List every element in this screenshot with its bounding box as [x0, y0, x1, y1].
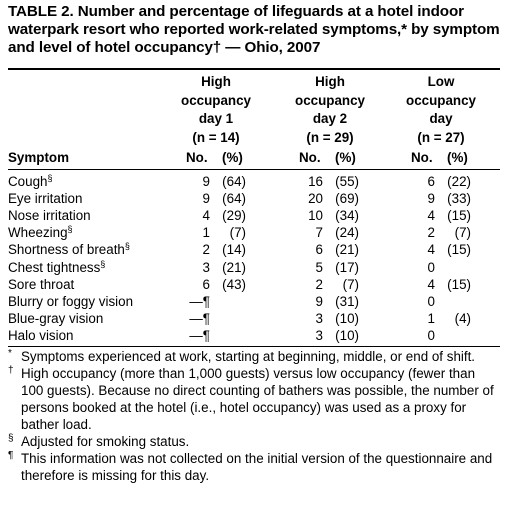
- count-cell: 4: [427, 242, 435, 258]
- percent-cell: (10): [335, 310, 359, 326]
- symptom-label: [8, 327, 74, 345]
- symptom-header: Symptom: [8, 150, 70, 165]
- symptom-label: [8, 224, 73, 242]
- percent-cell: (33): [447, 191, 471, 207]
- symptom-text: Sore throat: [8, 276, 75, 292]
- percent-cell: (24): [335, 225, 359, 241]
- percent-cell: (4): [454, 310, 471, 326]
- column-header-line: Low: [427, 74, 455, 89]
- symptom-label: [8, 207, 91, 225]
- count-cell: 4: [202, 208, 210, 224]
- footnote-mark: §: [8, 433, 14, 444]
- symptom-label: [8, 190, 82, 208]
- count-cell: 2: [427, 225, 435, 241]
- footnote-mark: §: [124, 241, 130, 252]
- column-header-line: occupancy: [406, 92, 476, 108]
- count-cell: 4: [427, 276, 435, 292]
- symptom-text: Eye irritation: [8, 191, 83, 207]
- count-cell: —¶: [189, 327, 210, 343]
- percent-cell: (31): [335, 293, 359, 309]
- footnote-mark: §: [47, 173, 53, 183]
- pct-header-2: (%): [335, 150, 356, 165]
- count-cell: 6: [315, 242, 323, 258]
- column-header-line: High: [201, 74, 231, 89]
- footnote: [8, 348, 500, 365]
- count-cell: 2: [202, 242, 210, 258]
- count-cell: 9: [202, 174, 210, 189]
- count-cell: 20: [308, 191, 323, 207]
- table-row: [0, 259, 510, 277]
- column-header-line: High: [315, 74, 345, 89]
- symptom-label: [8, 259, 105, 277]
- column-header-line: occupancy: [181, 92, 251, 108]
- symptom-text: Halo vision: [8, 327, 74, 343]
- percent-cell: (21): [222, 259, 246, 275]
- count-cell: 10: [308, 208, 323, 224]
- percent-cell: (29): [222, 208, 246, 224]
- count-cell: 3: [315, 327, 323, 343]
- symptom-label: [8, 173, 52, 191]
- percent-cell: (69): [335, 191, 359, 207]
- column-header-high-day-1: [166, 73, 266, 147]
- no-header-1: No.: [186, 150, 208, 165]
- pct-header-1: (%): [222, 150, 243, 165]
- symptom-text: Shortness of breath: [8, 242, 125, 258]
- percent-cell: (21): [335, 242, 359, 258]
- column-header-line: (n = 29): [306, 129, 354, 145]
- symptom-text: Blurry or foggy vision: [8, 293, 134, 309]
- count-cell: 9: [202, 191, 210, 207]
- column-header-line: occupancy: [295, 92, 365, 108]
- column-header-low-day: [391, 73, 491, 147]
- column-header-line: day 1: [198, 111, 234, 126]
- count-cell: —¶: [189, 293, 210, 309]
- table-row: [0, 190, 510, 208]
- percent-cell: (17): [335, 259, 359, 275]
- count-cell: 1: [427, 310, 435, 326]
- count-cell: 9: [315, 293, 323, 309]
- column-header-line: day 2: [312, 111, 348, 126]
- footnote: [8, 450, 500, 484]
- footnote-text: Adjusted for smoking status.: [21, 434, 190, 449]
- count-cell: 6: [427, 174, 435, 189]
- footnote-text: Symptoms experienced at work, starting at beginning, middle, or end of shift.: [21, 349, 476, 364]
- no-header-2: No.: [299, 150, 321, 165]
- count-cell: 2: [315, 276, 323, 292]
- count-cell: —¶: [189, 310, 210, 326]
- top-rule: [8, 68, 500, 70]
- no-header-3: No.: [411, 150, 433, 165]
- column-header-high-day-2: [280, 73, 380, 147]
- count-cell: 3: [202, 259, 210, 275]
- percent-cell: (43): [222, 276, 246, 292]
- percent-cell: (7): [342, 276, 359, 292]
- count-cell: 7: [315, 225, 323, 241]
- percent-cell: (64): [222, 191, 246, 207]
- symptom-label: [8, 276, 74, 294]
- footnote-mark: ¶: [8, 450, 14, 461]
- symptom-text: Nose irritation: [8, 208, 91, 224]
- column-header-line: (n = 14): [192, 129, 240, 145]
- percent-cell: (22): [447, 174, 471, 189]
- footnote: [8, 433, 500, 450]
- count-cell: 4: [427, 208, 435, 224]
- count-cell: 16: [308, 174, 323, 189]
- footnote-mark: †: [8, 365, 14, 376]
- count-cell: 0: [427, 327, 435, 343]
- footnote-text: This information was not collected on the initial version of the questionnaire and therefore is missing for this day.: [21, 451, 493, 483]
- count-cell: 0: [427, 293, 435, 309]
- count-cell: 5: [315, 259, 323, 275]
- count-cell: 3: [315, 310, 323, 326]
- percent-cell: (34): [335, 208, 359, 224]
- percent-cell: (7): [229, 225, 246, 241]
- symptom-text: Wheezing: [8, 225, 68, 241]
- percent-cell: (14): [222, 242, 246, 258]
- symptom-label: [8, 310, 103, 328]
- percent-cell: (15): [447, 276, 471, 292]
- symptom-label: [8, 241, 130, 259]
- table-row: [0, 310, 510, 328]
- footnote-mark: §: [67, 224, 73, 235]
- percent-cell: (55): [335, 174, 359, 189]
- percent-cell: (64): [222, 174, 246, 189]
- footnote: [8, 365, 500, 433]
- column-header-line: (n = 27): [417, 129, 465, 145]
- footnote-text: High occupancy (more than 1,000 guests) versus low occupancy (fewer than 100 guests). Because no direct counting of bathers was possible, the number of persons booked at the hotel (i.e., hotel occupancy) was used as a proxy for bather load.: [21, 366, 494, 432]
- footnotes: [8, 348, 500, 484]
- table-row: [0, 293, 510, 311]
- count-cell: 0: [427, 259, 435, 275]
- table-row: [0, 173, 510, 191]
- percent-cell: (15): [447, 242, 471, 258]
- pct-header-3: (%): [447, 150, 468, 165]
- table-row: [0, 276, 510, 294]
- table-row: [0, 224, 510, 242]
- percent-cell: (15): [447, 208, 471, 224]
- count-cell: 9: [427, 191, 435, 207]
- percent-cell: (7): [454, 225, 471, 241]
- percent-cell: (10): [335, 327, 359, 343]
- bottom-rule: [8, 346, 500, 347]
- footnote-mark: §: [100, 258, 106, 269]
- footnote-mark: *: [8, 348, 12, 359]
- header-rule: [8, 169, 500, 170]
- table-title: TABLE 2. Number and percentage of lifeguards at a hotel indoor waterpark resort who reported work-related symptoms,* by symptom and level of hotel occupancy† — Ohio, 2007: [8, 3, 500, 56]
- symptom-text: Cough: [8, 174, 48, 189]
- count-cell: 6: [202, 276, 210, 292]
- symptom-text: Chest tightness: [8, 259, 101, 275]
- column-header-line: day: [429, 111, 453, 126]
- count-cell: 1: [202, 225, 210, 241]
- symptom-label: [8, 293, 133, 311]
- table-row: [0, 207, 510, 225]
- symptom-text: Blue-gray vision: [8, 310, 104, 326]
- table-row: [0, 327, 510, 345]
- table-row: [0, 241, 510, 259]
